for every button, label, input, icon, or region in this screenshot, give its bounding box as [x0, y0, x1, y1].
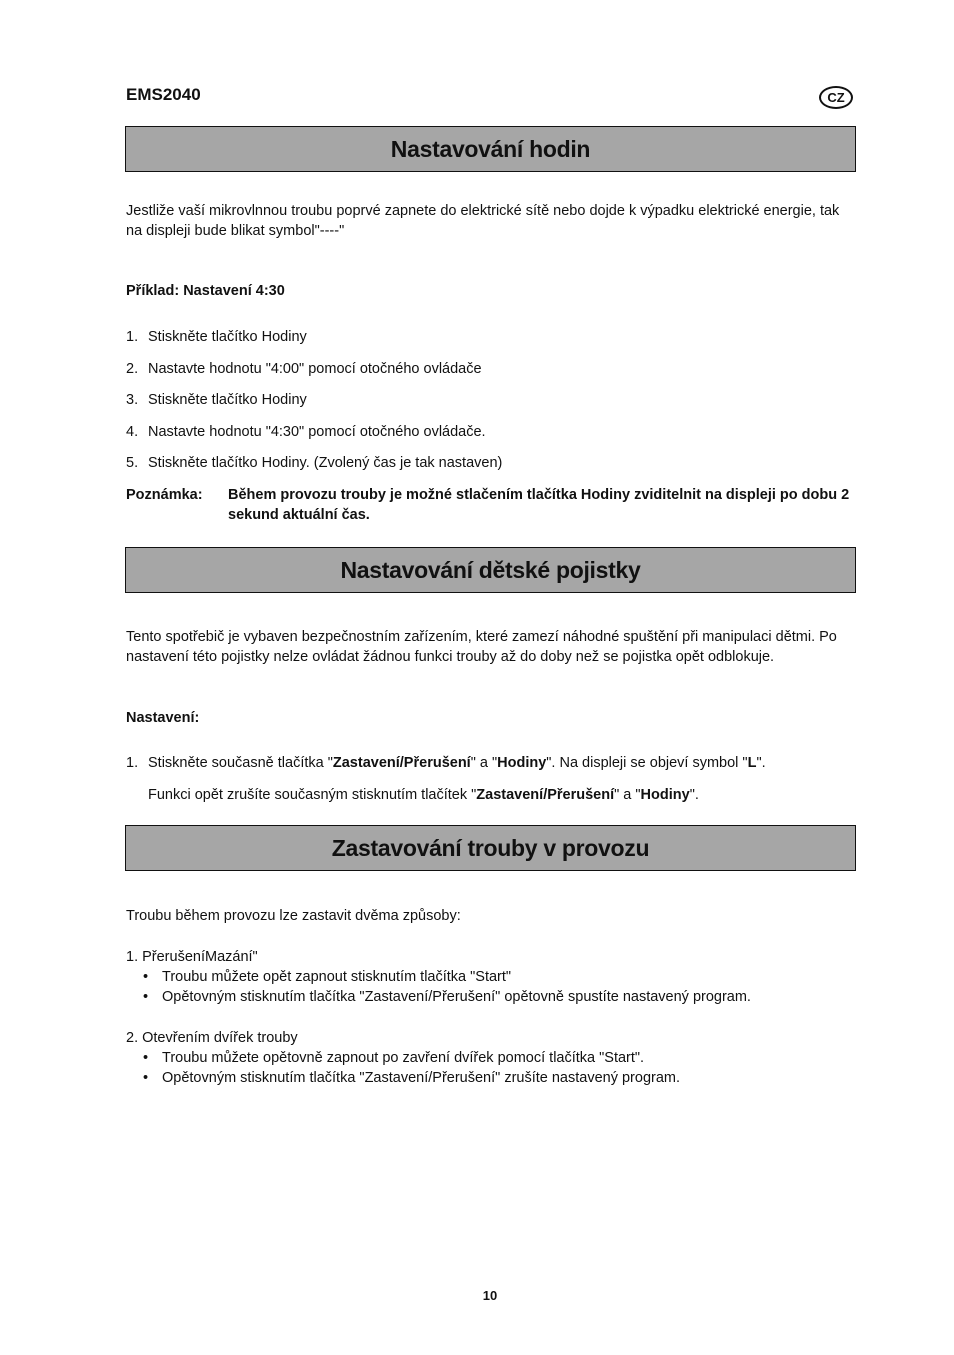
list-item [143, 1068, 680, 1088]
child-lock-setup-title: Nastavení: [126, 710, 200, 726]
stopping-intro: Troubu během provozu lze zastavit dvěma způsoby: [126, 908, 461, 924]
list-text: Stiskněte tlačítko Hodiny [148, 392, 307, 408]
bullet-icon: • [143, 1070, 149, 1086]
child-lock-cancel-text [148, 785, 699, 805]
method-1-title: 1. PřerušeníMazání" [126, 949, 258, 965]
clock-intro: Jestliže vaší mikrovlnnou troubu poprvé zapnete do elektrické sítě nebo dojde k výpadku elektrické energie, tak na displeji bude blikat symbol"----" [126, 203, 840, 239]
section-title-stopping: Zastavování trouby v provozu [125, 825, 856, 871]
text-run: Funkci opět zrušíte současným stisknutím tlačítek " [148, 787, 477, 803]
bullet-icon: • [143, 989, 149, 1005]
list-item [126, 453, 502, 473]
list-item [126, 327, 307, 347]
list-item [126, 753, 766, 773]
list-text: Stiskněte tlačítko Hodiny [148, 329, 307, 345]
list-item [126, 359, 482, 379]
list-item [126, 390, 307, 410]
section-title-child-lock: Nastavování dětské pojistky [125, 547, 856, 593]
text-run: ". Na displeji se objeví symbol " [546, 755, 748, 771]
button-name-clock: Hodiny [640, 787, 690, 803]
text-run: ". [689, 787, 699, 803]
note-text: Během provozu trouby je možné stlačením tlačítka Hodiny zviditelnit na displeji po dobu 2 sekund aktuální čas. [228, 487, 850, 523]
list-text: Nastavte hodnotu "4:00" pomocí otočného ovládače [148, 361, 482, 377]
list-text: Opětovným stisknutím tlačítka "Zastavení/Přerušení" zrušíte nastavený program. [162, 1070, 681, 1086]
list-item [126, 422, 486, 442]
method-2-title: 2. Otevřením dvířek trouby [126, 1030, 298, 1046]
model-number: EMS2040 [126, 85, 201, 104]
text-run: Stiskněte současně tlačítka " [148, 755, 333, 771]
button-name-clock: Hodiny [497, 755, 547, 771]
list-text [148, 755, 766, 771]
list-text: Stiskněte tlačítko Hodiny. (Zvolený čas je tak nastaven) [148, 455, 503, 471]
lock-symbol: L [747, 755, 757, 771]
clock-example-title: Příklad: Nastavení 4:30 [126, 283, 285, 299]
list-text: Opětovným stisknutím tlačítka "Zastavení/Přerušení" opětovně spustíte nastavený program. [162, 989, 751, 1005]
list-number: 3. [126, 392, 139, 408]
note-label: Poznámka: [126, 487, 203, 503]
list-item [143, 1048, 644, 1068]
list-item [143, 987, 751, 1007]
list-number: 1. [126, 329, 139, 345]
list-text: Troubu můžete opětovně zapnout po zavření dvířek pomocí tlačítka "Start". [162, 1050, 645, 1066]
bullet-icon: • [143, 969, 149, 985]
page-number: 10 [482, 1288, 498, 1303]
list-text: Nastavte hodnotu "4:30" pomocí otočného ovládače. [148, 424, 486, 440]
button-name-stop: Zastavení/Přerušení [476, 787, 615, 803]
text-run: " a " [470, 755, 498, 771]
text-run: ". [756, 755, 766, 771]
list-item [143, 967, 511, 987]
bullet-icon: • [143, 1050, 149, 1066]
list-number: 5. [126, 455, 139, 471]
list-text: Troubu můžete opět zapnout stisknutím tlačítka "Start" [162, 969, 512, 985]
list-number: 2. [126, 361, 139, 377]
language-badge: CZ [819, 86, 853, 109]
button-name-stop: Zastavení/Přerušení [332, 755, 471, 771]
text-run: " a " [614, 787, 641, 803]
list-number: 4. [126, 424, 139, 440]
child-lock-intro: Tento spotřebič je vybaven bezpečnostním zařízením, které zamezí náhodné spuštění při manipulaci dětmi. Po nastavení této pojistky nelze ovládat žádnou funkci trouby až do doby než se pojistka opět odblokuje. [126, 629, 837, 665]
section-title-clock: Nastavování hodin [125, 126, 856, 172]
list-number: 1. [126, 755, 139, 771]
